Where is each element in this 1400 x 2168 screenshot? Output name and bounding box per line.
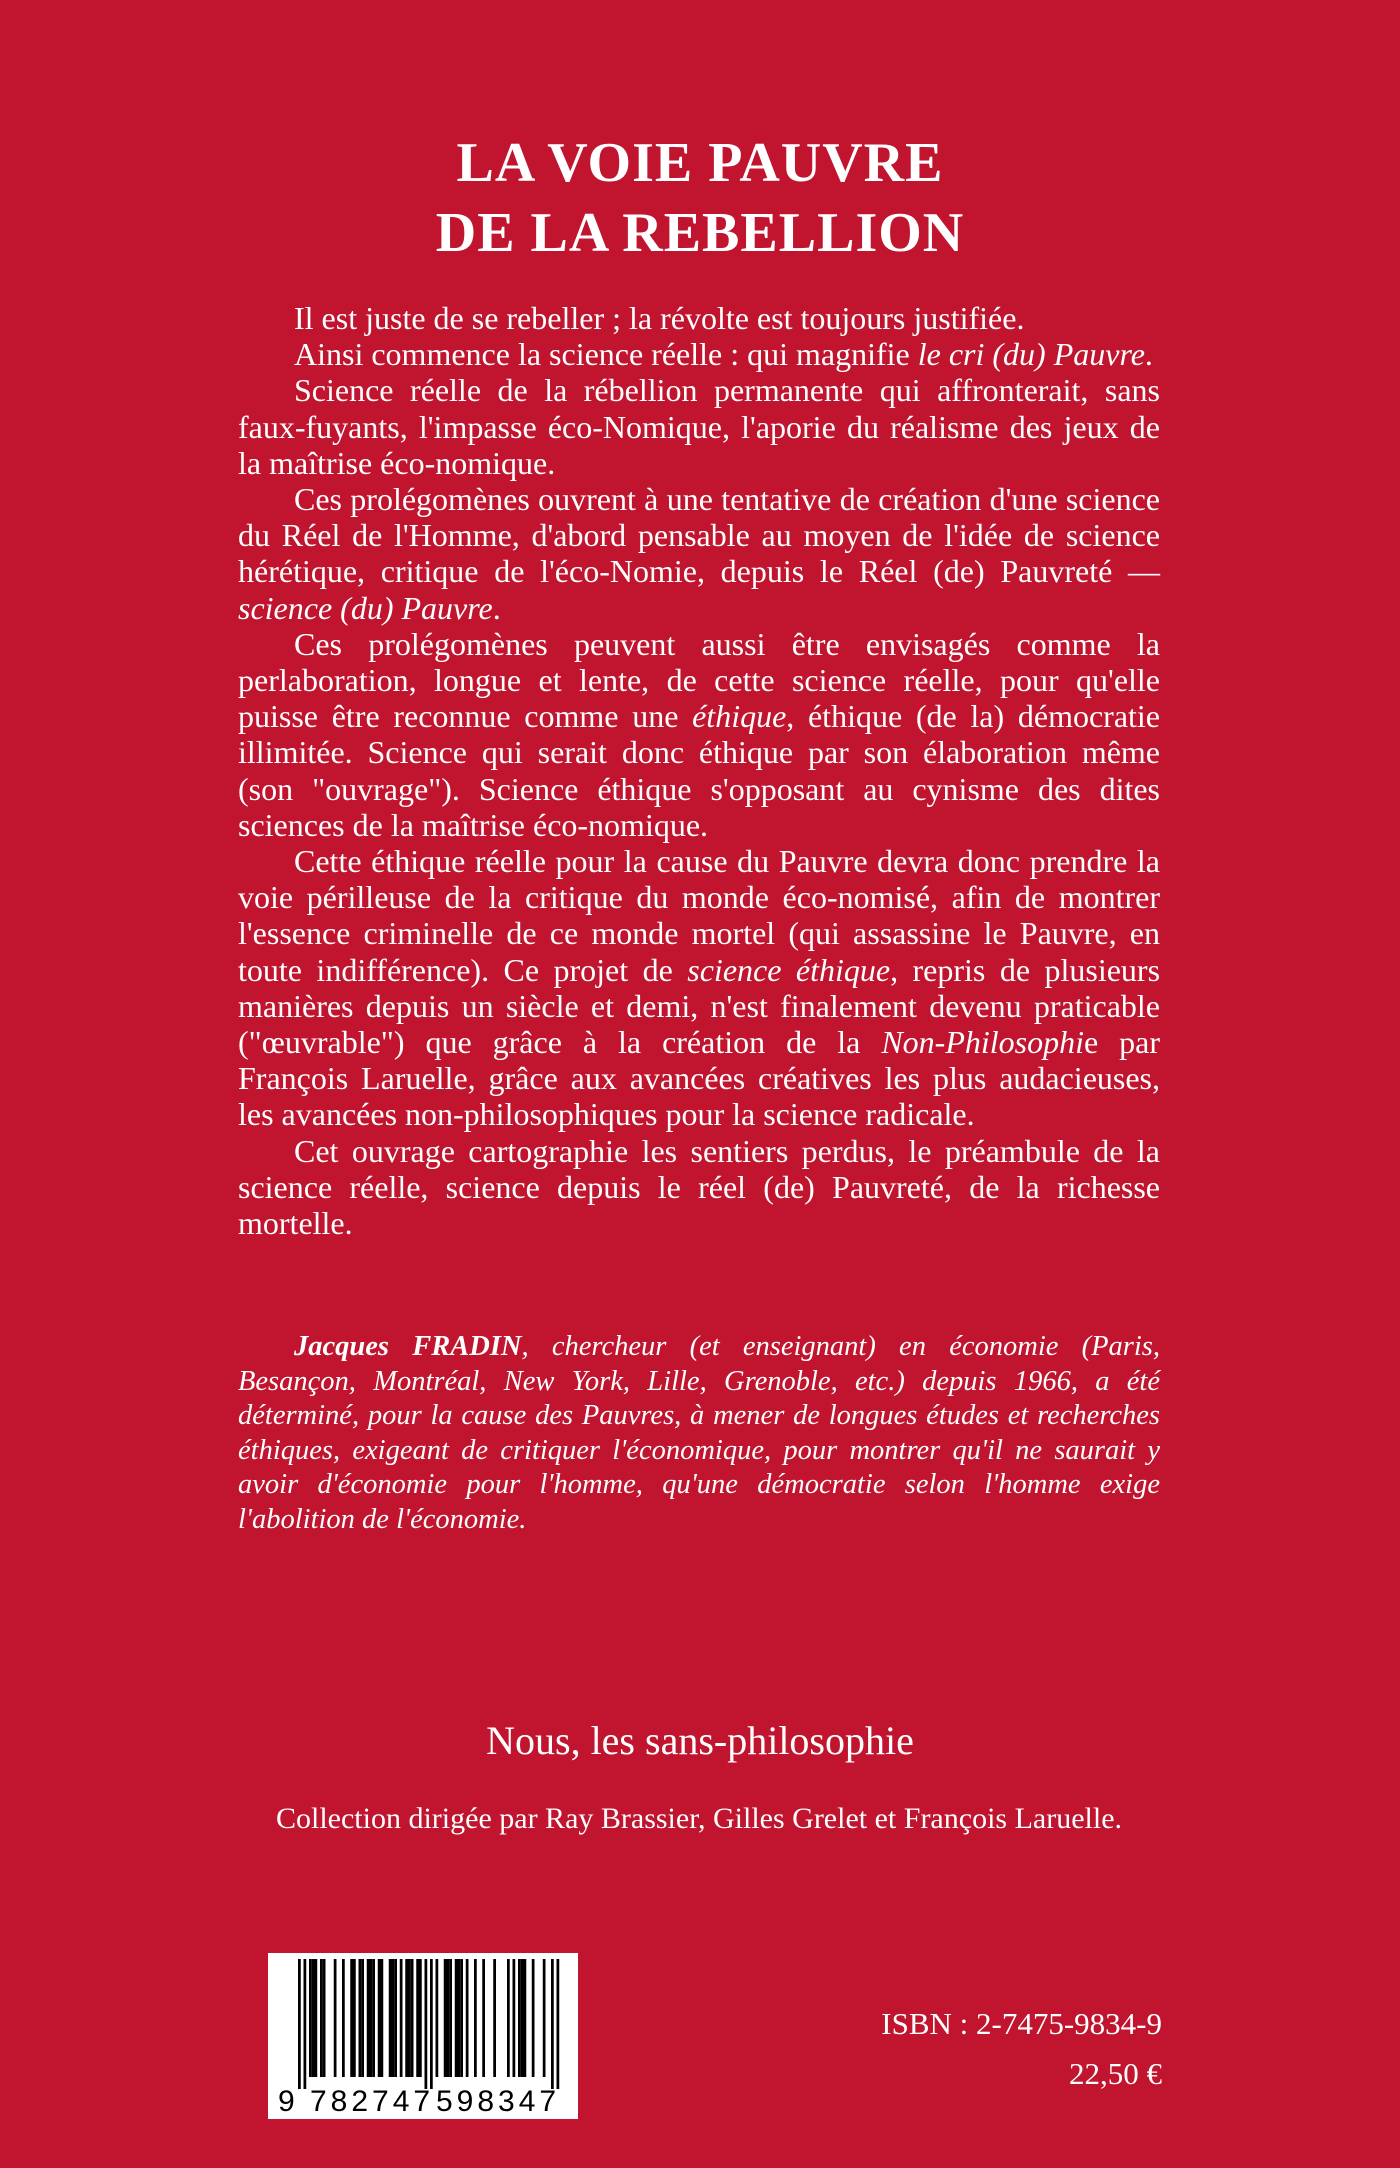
barcode-bar <box>543 1959 546 2077</box>
barcode-bar <box>449 1959 452 2077</box>
italic-text: éthique <box>692 698 787 735</box>
barcode-bar <box>474 1959 477 2077</box>
barcode-bar <box>353 1959 356 2077</box>
barcode-bar <box>458 1959 461 2077</box>
barcode-bar <box>411 1959 414 2077</box>
barcode-bar <box>524 1959 527 2077</box>
barcode-bar <box>400 1959 403 2077</box>
barcode-bar <box>419 1959 422 2077</box>
author-name: Jacques FRADIN <box>294 1331 522 1362</box>
text-segment: . <box>492 589 501 626</box>
blurb-paragraph <box>238 372 1160 481</box>
barcode-bar <box>513 1959 516 2077</box>
text-segment: Cette éthique réelle pour la cause du Pauvre devra donc prendre la voie périlleuse de la critique du monde éco-nomisé, afin de montrer l'essence criminelle de ce monde mortel (qui assassine le Pauvre, en toute indifférence). Ce projet de <box>238 843 1160 988</box>
barcode-bar <box>455 1959 458 2077</box>
text-segment: Ainsi commence la science réelle : qui magnifie <box>294 336 918 373</box>
barcode-bar <box>518 1959 521 2077</box>
title-line-2: DE LA REBELLION <box>435 202 965 264</box>
text-segment: Il est juste de se rebeller ; la révolte est toujours justifiée. <box>294 300 1025 336</box>
barcode-first-digit: 9 <box>278 2085 295 2118</box>
barcode-bar <box>320 1959 323 2077</box>
collection-name: Nous, les sans-philosophie <box>486 1718 914 1763</box>
barcode-bar <box>447 1959 450 2077</box>
blurb-paragraph <box>238 336 1160 372</box>
author-bio-text: , chercheur (et enseignant) en économie (Paris, Besançon, Montréal, New York, Lille, Grenoble, etc.) depuis 1966, a été déterminé, pour la cause des Pauvres, à mener de longues études et recherches éthiques, exigeant de critiquer l'économique, pour montrer qu'il ne saurait y avoir d'économie pour l'homme, qu'une démocratie selon l'homme exige l'abolition de l'économie. <box>238 1331 1160 1535</box>
barcode-bar <box>482 1959 485 2077</box>
barcode-bar <box>350 1959 353 2077</box>
barcode-left-digits: 782747 <box>310 2085 435 2118</box>
blurb-paragraph <box>238 1133 1160 1242</box>
blurb-paragraph <box>238 843 1160 1133</box>
price-label: 22,50 € <box>1069 2056 1162 2091</box>
barcode-bar <box>342 1959 345 2077</box>
blurb-paragraph <box>238 300 1160 336</box>
barcode-bar <box>309 1959 312 2077</box>
barcode-bar <box>551 1959 554 2089</box>
text-segment: , repris de plusieurs manières depuis un siècle et demi, n'est finalement devenu praticable ("œuvrable") que grâce à la création de la <box>238 951 1161 1061</box>
barcode-bar <box>466 1959 469 2077</box>
barcode-bar <box>392 1959 395 2077</box>
title-line-1: LA VOIE PAUVRE <box>456 132 944 194</box>
barcode-bar <box>430 1959 433 2089</box>
blurb-paragraph <box>238 481 1160 626</box>
text-segment: . <box>1144 336 1153 373</box>
barcode-bar <box>460 1959 463 2077</box>
barcode-bar <box>507 1959 510 2077</box>
text-segment: e par François Laruelle, grâce aux avancées créatives les plus audacieuses, les avancées non-philosophiques pour la science radicale. <box>238 1024 1161 1133</box>
barcode-bar <box>436 1959 439 2077</box>
barcode-bar <box>425 1959 428 2089</box>
barcode <box>268 1953 578 2119</box>
blurb-text <box>238 300 1160 1241</box>
barcode-bar <box>334 1959 337 2077</box>
barcode-right-digits: 598347 <box>436 2085 561 2118</box>
barcode-bar <box>372 1959 375 2077</box>
barcode-bar <box>521 1959 524 2077</box>
barcode-bar <box>394 1959 397 2077</box>
text-segment: Ces prolégomènes ouvrent à une tentative de création d'une science du Réel de l'Homme, d'abord pensable au moyen de l'idée de science hérétique, critique de l'éco-Nomie, depuis le Réel (de) Pauvreté — <box>238 481 1160 590</box>
text-segment: Cet ouvrage cartographie les sentiers perdus, le préambule de la science réelle, science depuis le réel (de) Pauvreté, de la richesse mortelle. <box>238 1132 1160 1242</box>
barcode-bar <box>408 1959 411 2077</box>
barcode-bar <box>361 1959 364 2077</box>
collection-directors: Collection dirigée par Ray Brassier, Gilles Grelet et François Laruelle. <box>275 1802 1123 1835</box>
text-segment: Ces prolégomènes peuvent aussi être envisagés comme la perlaboration, longue et lente, de cette science réelle, pour qu'elle puisse être reconnue comme une <box>238 625 1160 735</box>
author-bio <box>238 1330 1160 1537</box>
barcode-bar <box>405 1959 408 2077</box>
barcode-bar <box>381 1959 384 2077</box>
barcode-bar <box>298 1959 301 2089</box>
barcode-bar <box>367 1959 370 2077</box>
barcode-graphic <box>268 1953 578 2119</box>
barcode-bar <box>370 1959 373 2077</box>
barcode-bar <box>532 1959 535 2077</box>
text-segment: , éthique (de la) démocratie illimitée. Science qui serait donc éthique par son élaboration même (son "ouvrage"). Science éthique s'opposant au cynisme des dites sciences de la maîtrise éco-nomique. <box>238 698 1161 843</box>
italic-text: le cri (du) Pauvre <box>917 336 1145 373</box>
barcode-bar <box>444 1959 447 2077</box>
blurb-paragraph <box>238 626 1160 843</box>
barcode-bar <box>359 1959 362 2077</box>
barcode-bar <box>389 1959 392 2077</box>
barcode-bar <box>493 1959 496 2077</box>
italic-text: Non-Philosophi <box>881 1024 1084 1061</box>
book-title <box>0 128 1400 268</box>
barcode-bar <box>323 1959 326 2077</box>
barcode-bar <box>315 1959 318 2077</box>
isbn-number: ISBN : 2-7475-9834-9 <box>881 2006 1162 2041</box>
italic-text: science (du) Pauvre <box>238 589 493 626</box>
barcode-bar <box>304 1959 307 2089</box>
barcode-bar <box>416 1959 419 2077</box>
text-segment: Science réelle de la rébellion permanente qui affronterait, sans faux-fuyants, l'impasse éco-Nomique, l'aporie du réalisme des jeux de la maîtrise éco-nomique. <box>238 372 1160 481</box>
barcode-bar <box>312 1959 315 2077</box>
barcode-bar <box>378 1959 381 2077</box>
barcode-bar <box>557 1959 560 2089</box>
italic-text: science éthique <box>687 951 891 988</box>
